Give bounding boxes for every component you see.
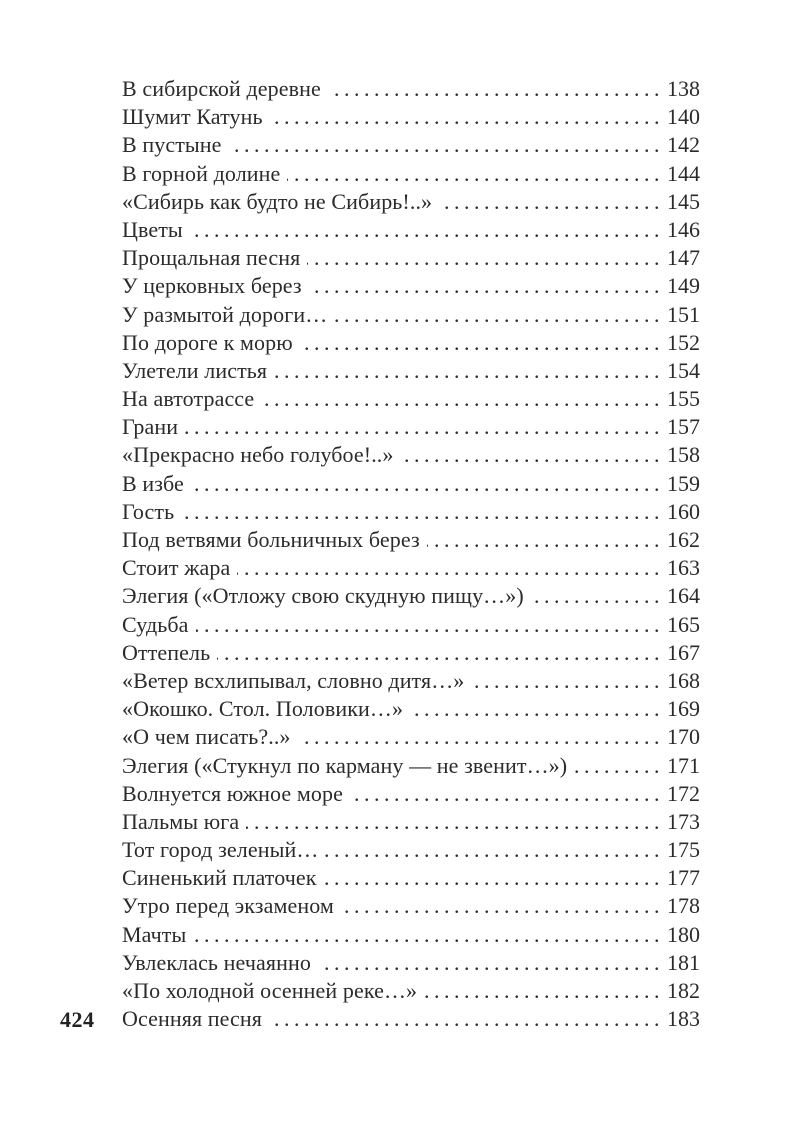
toc-entry — [122, 1005, 700, 1033]
dot-leader — [424, 977, 659, 1005]
toc-entry-page: 149 — [667, 273, 700, 299]
dot-leader — [269, 1005, 659, 1033]
toc-entry-page: 178 — [667, 893, 700, 919]
dot-leader — [325, 836, 659, 864]
toc-entry-page: 162 — [667, 527, 700, 552]
toc-entry-title: Тот город зеленый… — [122, 837, 319, 863]
toc-entry-title: В избе — [122, 470, 184, 496]
toc-entry — [122, 470, 700, 498]
toc-entry — [122, 357, 700, 385]
toc-entry — [122, 160, 700, 188]
toc-entry-title: Синенький платочек — [122, 865, 317, 891]
toc-entry-title: Оттепель — [122, 639, 211, 665]
toc-entry — [122, 75, 700, 103]
dot-leader — [181, 498, 659, 526]
toc-entry — [122, 780, 700, 808]
toc-entry-title: Улетели листья — [122, 357, 268, 383]
toc-entry-page: 172 — [667, 780, 700, 806]
toc-entry-page: 180 — [667, 921, 700, 947]
toc-entry — [122, 752, 700, 780]
dot-leader — [328, 75, 659, 103]
dot-leader — [318, 949, 659, 977]
toc-entry-title: Пальмы юга — [122, 808, 240, 834]
toc-entry-page: 163 — [667, 555, 700, 581]
toc-entry-page: 154 — [667, 357, 700, 383]
toc-entry — [122, 441, 700, 469]
dot-leader — [531, 582, 659, 610]
dot-leader — [190, 216, 659, 244]
toc-entry-title: «Окошко. Стол. Половики…» — [122, 696, 404, 722]
toc-entry — [122, 554, 700, 582]
toc-entry-title: «Сибирь как будто не Сибирь!..» — [122, 188, 433, 214]
toc-entry — [122, 949, 700, 977]
toc-entry — [122, 188, 700, 216]
toc-entry-page: 182 — [667, 978, 700, 1003]
toc-entry — [122, 892, 700, 920]
toc-entry-page: 170 — [667, 724, 700, 750]
toc-entry — [122, 413, 700, 441]
toc-entry-page: 164 — [667, 583, 700, 609]
toc-entry — [122, 921, 700, 949]
toc-entry — [122, 498, 700, 526]
toc-entry-page: 160 — [667, 498, 700, 524]
toc-entry — [122, 864, 700, 892]
dot-leader — [427, 526, 659, 554]
toc-entry — [122, 272, 700, 300]
toc-entry-title: В горной долине — [122, 160, 281, 186]
toc-entry-page: 183 — [667, 1006, 700, 1032]
dot-leader — [307, 244, 659, 272]
toc-entry-title: Цветы — [122, 216, 183, 242]
toc-entry-title: У размытой дороги… — [122, 301, 328, 327]
toc-entry-page: 138 — [667, 76, 700, 101]
toc-entry — [122, 216, 700, 244]
toc-entry-page: 146 — [667, 216, 700, 242]
toc-entry-title: Гость — [122, 498, 175, 524]
dot-leader — [287, 160, 659, 188]
toc-entry-page: 159 — [667, 470, 700, 496]
toc-entry-title: На автотрассе — [122, 386, 255, 412]
toc-entry-page: 175 — [667, 837, 700, 863]
dot-leader — [229, 131, 659, 159]
toc-entry-title: Осенняя песня — [122, 1006, 263, 1032]
toc-entry-title: Элегия («Стукнул по карману — не звенит…») — [122, 752, 568, 778]
toc-entry-title: Под ветвями больничных берез — [122, 527, 420, 552]
toc-entry-page: 145 — [667, 188, 700, 214]
dot-leader — [193, 921, 659, 949]
toc-entry-page: 167 — [667, 639, 700, 665]
toc-entry-page: 165 — [667, 611, 700, 637]
toc-entry-title: Утро перед экзаменом — [122, 893, 334, 919]
toc-entry — [122, 695, 700, 723]
toc-entry-page: 151 — [667, 301, 700, 327]
toc-entry — [122, 639, 700, 667]
toc-entry-title: По дороге к морю — [122, 329, 293, 355]
toc-entry — [122, 808, 700, 836]
toc-entry-title: «Ветер всхлипывал, словно дитя…» — [122, 667, 465, 693]
dot-leader — [270, 103, 659, 131]
dot-leader — [246, 808, 659, 836]
dot-leader — [341, 892, 659, 920]
toc-entry-page: 157 — [667, 414, 700, 440]
dot-leader — [350, 780, 659, 808]
dot-leader — [237, 554, 659, 582]
toc-entry-page: 140 — [667, 104, 700, 130]
toc-entry — [122, 329, 700, 357]
toc-entry-page: 171 — [667, 752, 700, 778]
dot-leader — [324, 864, 659, 892]
dot-leader — [185, 413, 659, 441]
toc-entry-page: 144 — [667, 160, 700, 186]
toc-entry-title: Грани — [122, 414, 179, 440]
toc-entry-title: В сибирской деревне — [122, 76, 321, 101]
toc-entry-title: У церковных берез — [122, 273, 302, 299]
toc-entry — [122, 385, 700, 413]
toc-entry-title: Судьба — [122, 611, 189, 637]
toc-entry-title: Элегия («Отложу свою скудную пищу…») — [122, 583, 524, 609]
table-of-contents — [122, 75, 700, 1033]
toc-entry-title: Стоит жара — [122, 555, 231, 581]
toc-entry-page: 177 — [667, 865, 700, 891]
dot-leader — [298, 723, 659, 751]
toc-entry-title: Мачты — [122, 921, 187, 947]
dot-leader — [410, 695, 659, 723]
toc-entry-page: 152 — [667, 329, 700, 355]
dot-leader — [471, 667, 659, 695]
dot-leader — [334, 301, 659, 329]
toc-entry — [122, 244, 700, 272]
toc-entry — [122, 667, 700, 695]
toc-entry-title: «О чем писать?..» — [122, 724, 291, 750]
toc-entry-title: Волнуется южное море — [122, 780, 343, 806]
toc-entry-page: 158 — [667, 442, 700, 468]
dot-leader — [300, 329, 659, 357]
dot-leader — [439, 188, 659, 216]
toc-entry-page: 173 — [667, 808, 700, 834]
page-number-folio: 424 — [60, 1006, 95, 1032]
toc-entry — [122, 526, 700, 554]
dot-leader — [196, 611, 659, 639]
toc-entry — [122, 582, 700, 610]
toc-entry-title: «По холодной осенней реке…» — [122, 978, 418, 1003]
dot-leader — [261, 385, 659, 413]
dot-leader — [217, 639, 659, 667]
toc-entry — [122, 977, 700, 1005]
toc-entry — [122, 103, 700, 131]
dot-leader — [274, 357, 659, 385]
toc-entry-page: 155 — [667, 386, 700, 412]
toc-entry-title: В пустыне — [122, 132, 222, 158]
toc-entry-title: Шумит Катунь — [122, 104, 263, 130]
toc-entry-title: Прощальная песня — [122, 245, 301, 271]
toc-entry — [122, 301, 700, 329]
toc-entry — [122, 836, 700, 864]
dot-leader — [574, 752, 659, 780]
dot-leader — [401, 441, 659, 469]
toc-entry-page: 168 — [667, 667, 700, 693]
toc-entry — [122, 131, 700, 159]
toc-entry-page: 169 — [667, 696, 700, 722]
toc-entry — [122, 611, 700, 639]
dot-leader — [309, 272, 659, 300]
toc-entry-page: 142 — [667, 132, 700, 158]
toc-entry — [122, 723, 700, 751]
toc-entry-page: 147 — [667, 245, 700, 271]
toc-entry-title: «Прекрасно небо голубое!..» — [122, 442, 394, 468]
toc-entry-page: 181 — [667, 949, 700, 975]
dot-leader — [191, 470, 659, 498]
toc-entry-title: Увлеклась нечаянно — [122, 949, 311, 975]
